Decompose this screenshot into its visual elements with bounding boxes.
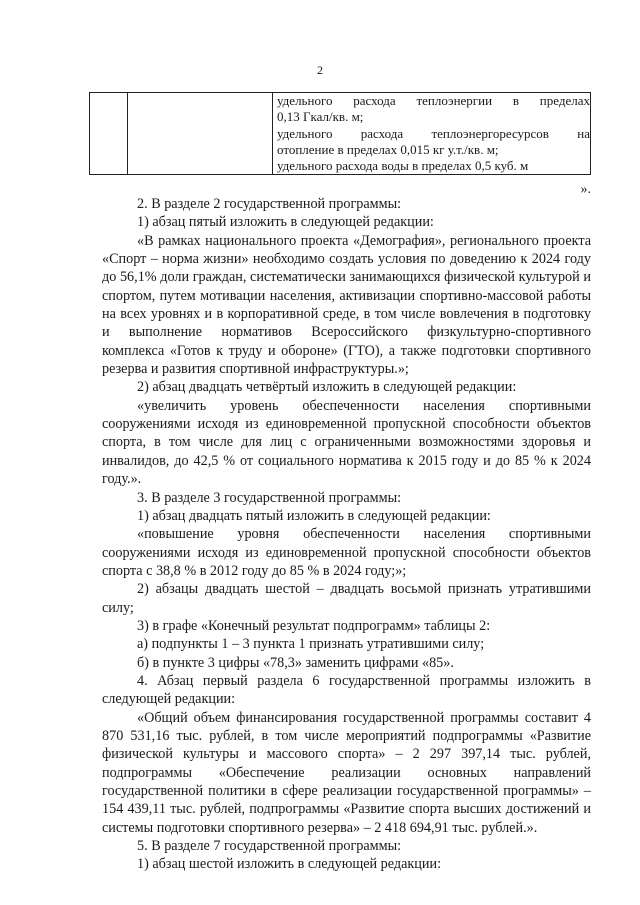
table-cell-number: [90, 93, 128, 175]
paragraph: б) в пункте 3 цифры «78,3» заменить цифрами «85».: [137, 654, 454, 671]
table-cell-line: удельного расхода воды в пределах 0,5 куб. м: [277, 158, 529, 174]
page-number: 2: [317, 63, 323, 77]
paragraph: 2) абзацы двадцать шестой – двадцать восьмой признать утратившими силу;: [102, 581, 591, 616]
paragraph: 2. В разделе 2 государственной программы:: [137, 196, 402, 212]
table-cell-line: удельного расхода теплоэнергии в пределах: [277, 93, 590, 108]
closing-quote-mark: ».: [580, 182, 591, 197]
paragraph: 1) абзац шестой изложить в следующей редакции:: [137, 856, 442, 873]
paragraph: 4. Абзац первый раздела 6 государственной программы изложить в следующей редакции:: [102, 672, 591, 708]
paragraph: 3. В разделе 3 государственной программы:: [137, 489, 402, 506]
continued-table: [89, 92, 591, 175]
paragraph: «В рамках национального проекта «Демография», регионального проекта «Спорт – норма жизни» необходимо создать условия по доведению к 2024 году до 56,1% доли граждан, систематически занимающихся физической культурой и спортом, путем мотивации населения, активизации спортивно-массовой работы на всех уровнях и в корпоративной среде, в том числе вовлечения в подготовку и выполнение нормативов Всероссийского физкультурно-спортивного комплекса «Готов к труду и обороне» (ГТО), а также подготовки спортивного резерва и развития спортивной инфраструктуры.»;: [102, 232, 591, 378]
table-row: [90, 93, 591, 175]
table-cell-line: удельного расхода теплоэнергоресурсов на: [277, 125, 590, 141]
table-cell-indicators: [273, 93, 591, 175]
paragraph: «увеличить уровень обеспеченности населения спортивными сооружениями исходя из единовременной пропускной способности объектов спорта, в том числе для лиц с ограниченными возможностями здоровья и инвалидов, до 42,5 % от социального норматива к 2015 году и до 85 % к 2024 году.».: [102, 397, 591, 488]
table-cell-name: [128, 93, 273, 175]
document-body: [102, 195, 591, 874]
table-cell-line: 0,13 Гкал/кв. м;: [277, 109, 364, 125]
table-cell-line: отопление в пределах 0,015 кг у.т./кв. м;: [277, 141, 499, 157]
paragraph: 1) абзац пятый изложить в следующей редакции:: [137, 214, 434, 231]
paragraph: 1) абзац двадцать пятый изложить в следующей редакции:: [137, 507, 491, 524]
paragraph: «повышение уровня обеспеченности населения спортивными сооружениями исходя из единовременной пропускной способности объектов спорта с 38,8 % в 2012 году до 85 % в 2024 году;»;: [102, 526, 591, 579]
paragraph: 3) в графе «Конечный результат подпрограмм» таблицы 2:: [137, 617, 491, 634]
paragraph: а) подпункты 1 – 3 пункта 1 признать утратившими силу;: [137, 636, 485, 653]
paragraph: 2) абзац двадцать четвёртый изложить в следующей редакции:: [137, 379, 517, 396]
paragraph: «Общий объем финансирования государственной программы составит 4 870 531,16 тыс. рублей, в том числе мероприятий подпрограммы «Развитие физической культуры и массового спорта» – 2 297 397,14 тыс. рублей, подпрограммы «Обеспечение реализации основных направлений государственной политики в сфере реализации государственной программы» – 154 439,11 тыс. рублей, подпрограммы «Развитие спорта высших достижений и системы подготовки спортивного резерва» – 2 418 694,91 тыс. рублей.».: [102, 709, 591, 836]
paragraph: 5. В разделе 7 государственной программы:: [137, 838, 402, 855]
